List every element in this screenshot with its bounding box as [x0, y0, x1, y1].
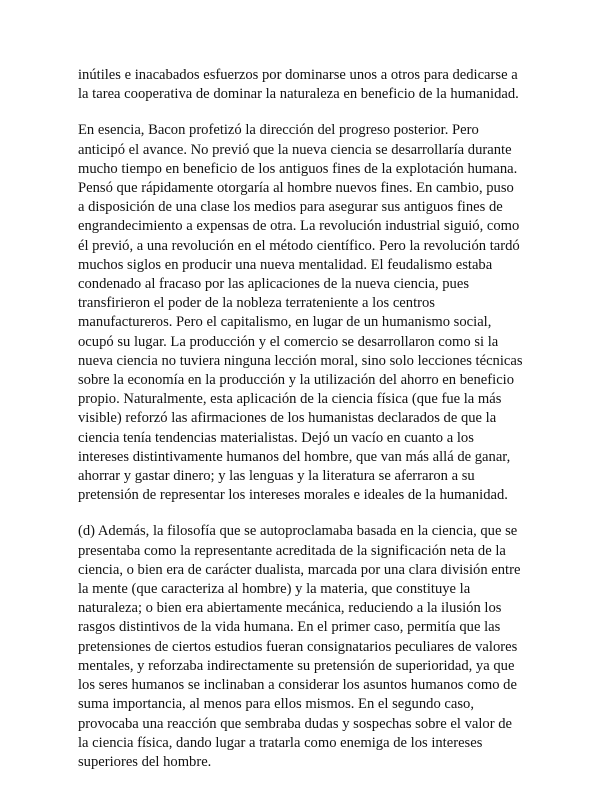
text-line: naturaleza; o bien era abiertamente mecánica, reduciendo a la ilusión los	[78, 600, 502, 617]
document-page	[78, 66, 542, 789]
text-line: ocupó su lugar. La producción y el comercio se desarrollaron como si la	[78, 333, 499, 350]
text-line: él previó, a una revolución en el método científico. Pero la revolución tardó	[78, 237, 520, 254]
text-line: transfirieron el poder de la nobleza terrateniente a los centros	[78, 295, 435, 312]
text-line: engrandecimiento a expensas de otra. La revolución industrial siguió, como	[78, 218, 520, 235]
text-line: pretensión de representar los intereses morales e ideales de la humanidad.	[78, 487, 508, 504]
text-line: En esencia, Bacon profetizó la dirección del progreso posterior. Pero	[78, 122, 479, 139]
text-line: manufactureros. Pero el capitalismo, en lugar de un humanismo social,	[78, 314, 492, 331]
text-line: ahorrar y gastar dinero; y las lenguas y la literatura se aferraron a su	[78, 468, 475, 485]
paragraph-3	[78, 522, 542, 772]
text-line: sobre la economía en la producción y la utilización del ahorro en beneficio	[78, 372, 515, 389]
text-line: mentales, y reforzaba indirectamente su pretensión de superioridad, ya que	[78, 657, 515, 674]
text-line: presentaba como la representante acreditada de la significación neta de la	[78, 542, 506, 559]
text-line: condenado al fracaso por las aplicaciones de la nueva ciencia, pues	[78, 276, 470, 293]
text-line: la mente (que caracteriza al hombre) y la materia, que constituye la	[78, 581, 471, 598]
text-line: rasgos distintivos de la vida humana. En el primer caso, permitía que las	[78, 619, 501, 636]
text-line: a disposición de una clase los medios para asegurar sus antiguos fines de	[78, 199, 503, 216]
text-line: intereses distintivamente humanos del hombre, que van más allá de ganar,	[78, 448, 511, 465]
text-line: superiores del hombre.	[78, 753, 212, 770]
text-line: la ciencia física, dando lugar a tratarla como enemiga de los intereses	[78, 734, 483, 751]
text-line: ciencia tenía tendencias materialistas. Dejó un vacío en cuanto a los	[78, 429, 474, 446]
text-line: (d) Además, la filosofía que se autoproclamaba basada en la ciencia, que se	[78, 523, 518, 540]
text-line: mucho tiempo en beneficio de los antiguos fines de la explotación humana.	[78, 160, 518, 177]
text-line: suma importancia, al menos para ellos mismos. En el segundo caso,	[78, 696, 474, 713]
paragraph-1	[78, 66, 542, 104]
text-line: Pensó que rápidamente otorgaría al hombre nuevos fines. En cambio, puso	[78, 180, 514, 197]
text-line: visible) reforzó las afirmaciones de los humanistas declarados de que la	[78, 410, 497, 427]
text-line: la tarea cooperativa de dominar la naturaleza en beneficio de la humanidad.	[78, 86, 519, 103]
text-line: ciencia, o bien era de carácter dualista, marcada por una clara división entre	[78, 561, 521, 578]
text-line: inútiles e inacabados esfuerzos por dominarse unos a otros para dedicarse a	[78, 67, 518, 83]
text-line: propio. Naturalmente, esta aplicación de la ciencia física (que fue la más	[78, 391, 502, 408]
text-line: muchos siglos en producir una nueva mentalidad. El feudalismo estaba	[78, 256, 493, 273]
text-line: pretensiones de ciertos estudios fueran consignatarios peculiares de valores	[78, 638, 518, 655]
text-line: anticipó el avance. No previó que la nueva ciencia se desarrollaría durante	[78, 141, 512, 158]
paragraph-2	[78, 121, 542, 505]
text-line: provocaba una reacción que sembraba dudas y sospechas sobre el valor de	[78, 715, 512, 732]
text-line: nueva ciencia no tuviera ninguna lección moral, sino solo lecciones técnicas	[78, 352, 523, 369]
text-line: los seres humanos se inclinaban a considerar los asuntos humanos como de	[78, 677, 517, 694]
